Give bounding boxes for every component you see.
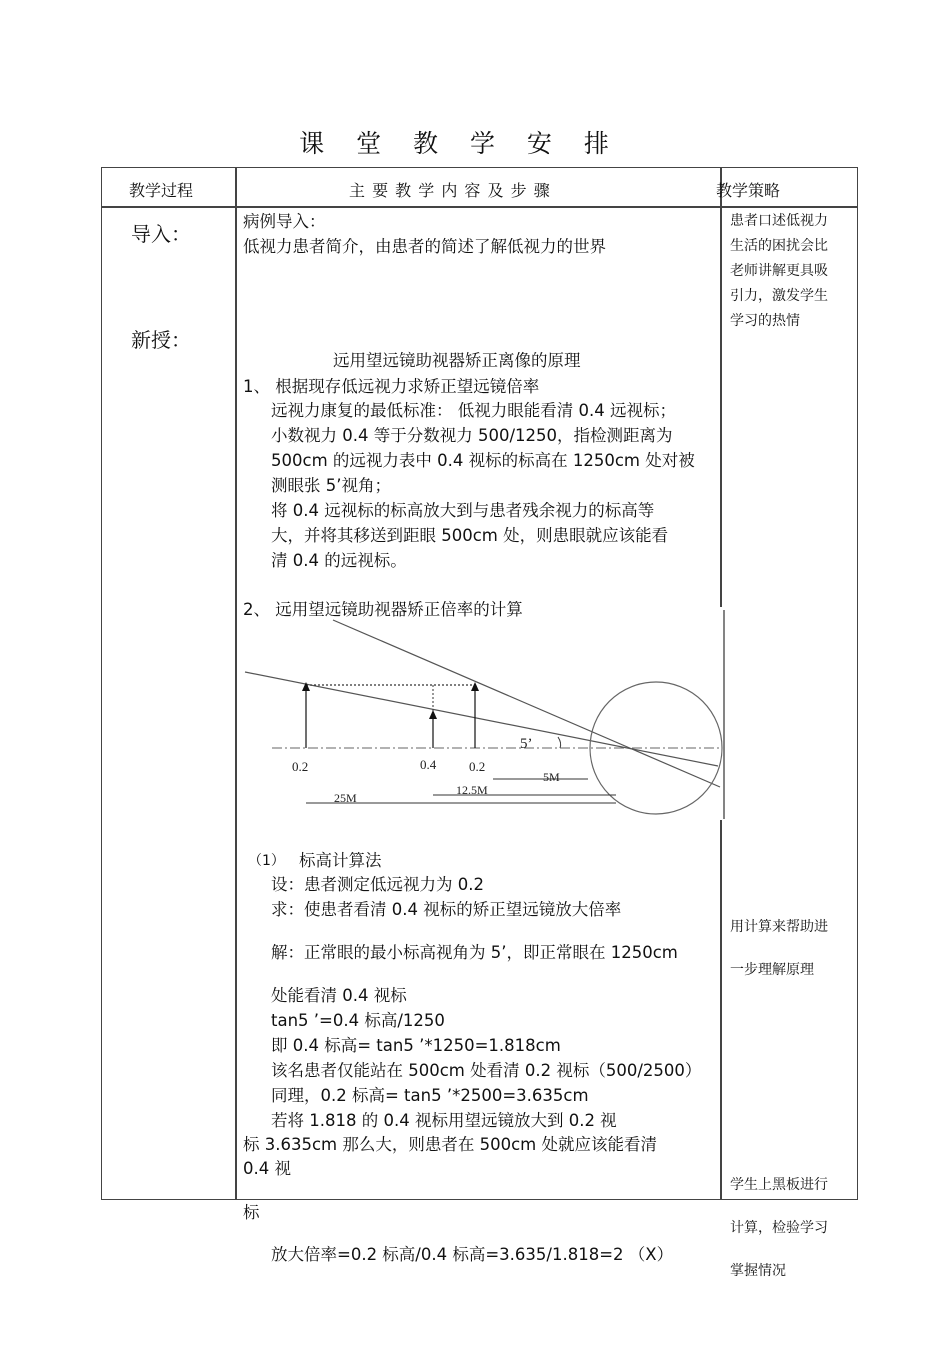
- case-title: 病例导入：: [243, 212, 326, 231]
- p1-line4: 测眼张 5’视角；: [271, 476, 391, 495]
- item-2: 2、 远用望远镜助视器矫正倍率的计算: [243, 600, 523, 619]
- calc-line-11: 0.4 视: [243, 1159, 291, 1178]
- column-divider-2-lower: [720, 820, 722, 1200]
- p2-line3: 清 0.4 的远视标。: [271, 551, 407, 570]
- strategy-c-3: 掌握情况: [730, 1263, 786, 1279]
- sub1-title: 标高计算法: [299, 851, 382, 870]
- calc-line-1: 设：患者测定低远视力为 0.2: [271, 875, 484, 894]
- calc-result: 放大倍率=0.2 标高/0.4 标高=3.635/1.818=2 （X）: [271, 1245, 674, 1264]
- item-1: 1、 根据现存低远视力求矫正望远镜倍率: [243, 377, 540, 396]
- calc-line-2: 求：使患者看清 0.4 视标的矫正望远镜放大倍率: [271, 900, 622, 919]
- label-angle: 5’: [520, 736, 533, 752]
- calc-line-6: 即 0.4 标高= tan5 ’*1250=1.818cm: [271, 1036, 561, 1055]
- strategy-a-5: 学习的热情: [730, 313, 800, 329]
- p1-line1: 远视力康复的最低标准： 低视力眼能看清 0.4 远视标；: [271, 401, 676, 420]
- calc-line-8: 同理，0.2 标高= tan5 ’*2500=3.635cm: [271, 1086, 589, 1105]
- calc-line-10: 标 3.635cm 那么大，则患者在 500cm 处就应该能看清: [243, 1135, 657, 1154]
- calc-line-3: 解：正常眼的最小标高视角为 5’，即正常眼在 1250cm: [271, 943, 678, 962]
- strategy-a-4: 引力，激发学生: [730, 288, 828, 304]
- header-content: 主 要 教 学 内 容 及 步 骤: [349, 181, 551, 200]
- strategy-b-1: 用计算来帮助进: [730, 919, 828, 935]
- ray-lower: [245, 672, 718, 766]
- angle-arc: [558, 737, 561, 748]
- p1-line3: 500cm 的远视力表中 0.4 视标的标高在 1250cm 处对被: [271, 451, 695, 470]
- case-text: 低视力患者简介，由患者的简述了解低视力的世界: [243, 237, 606, 256]
- calc-line-5: tan5 ’=0.4 标高/1250: [271, 1011, 445, 1030]
- sub1-number: （1）: [248, 853, 285, 869]
- calc-line-7: 该名患者仅能站在 500cm 处看清 0.2 视标（500/2500）: [271, 1061, 702, 1080]
- strategy-a-2: 生活的困扰会比: [730, 238, 828, 254]
- strategy-c-1: 学生上黑板进行: [730, 1177, 828, 1193]
- label-5m: 5M: [543, 770, 560, 784]
- process-new-lesson: 新授：: [131, 328, 191, 352]
- p2-line1: 将 0.4 远视标的标高放大到与患者残余视力的标高等: [271, 501, 655, 520]
- label-04: 0.4: [420, 757, 437, 772]
- strategy-a-1: 患者口述低视力: [730, 213, 828, 229]
- label-02-left: 0.2: [292, 759, 309, 774]
- p2-line2: 大，并将其移送到距眼 500cm 处，则患眼就应该能看: [271, 526, 669, 545]
- label-25m: 25M: [334, 791, 357, 805]
- label-12-5m: 12.5M: [456, 783, 488, 797]
- p1-line2: 小数视力 0.4 等于分数视力 500/1250，指检测距离为: [271, 426, 673, 445]
- telescope-diagram: [236, 605, 736, 820]
- header-divider: [101, 206, 858, 208]
- page-title: 课 堂 教 学 安 排: [299, 129, 621, 158]
- label-02-right: 0.2: [469, 759, 486, 774]
- strategy-a-3: 老师讲解更具吸: [730, 263, 828, 279]
- arrowhead-02-right: [471, 682, 479, 691]
- section-title: 远用望远镜助视器矫正离像的原理: [333, 351, 581, 370]
- header-process: 教学过程: [129, 181, 194, 200]
- arrowhead-04: [429, 710, 437, 719]
- calc-line-9: 若将 1.818 的 0.4 视标用望远镜放大到 0.2 视: [271, 1111, 617, 1130]
- strategy-b-2: 一步理解原理: [730, 962, 814, 978]
- column-divider-2: [720, 167, 722, 607]
- calc-line-4: 处能看清 0.4 视标: [271, 986, 407, 1005]
- process-intro: 导入：: [131, 222, 191, 246]
- ray-upper: [333, 620, 720, 787]
- header-strategy: 教学策略: [716, 181, 781, 200]
- strategy-c-2: 计算，检验学习: [730, 1220, 828, 1236]
- calc-line-12: 标: [243, 1203, 260, 1222]
